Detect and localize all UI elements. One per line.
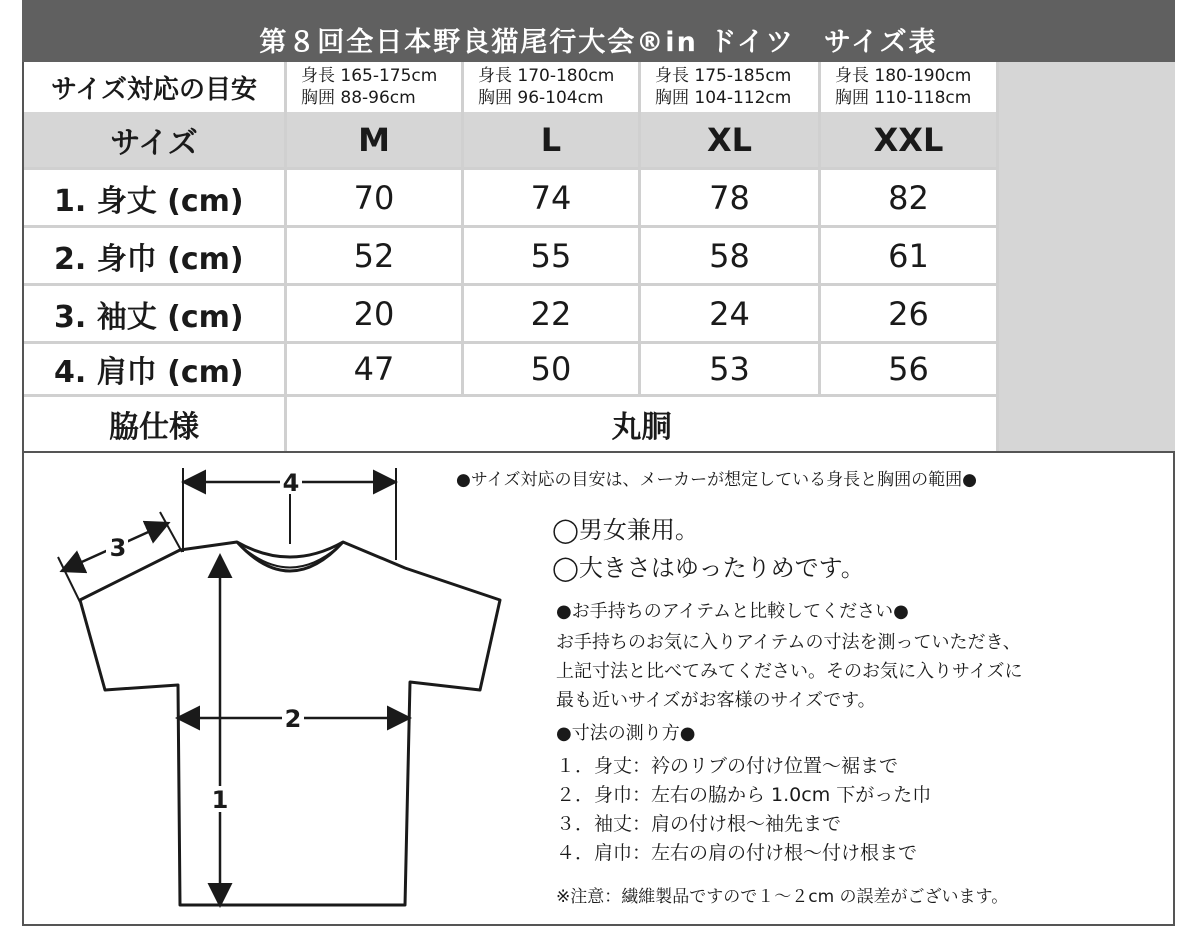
range-height-m: 身長 165-175cm [301, 66, 438, 86]
measure-label-4: 4 [282, 469, 300, 497]
measure-line-text-4: ４．肩巾：左右の肩の付け根〜付け根まで [556, 842, 918, 864]
value-cell: 47 [353, 350, 395, 388]
range-chest-xxl: 胸囲 110-118cm [835, 88, 972, 108]
grid-line [284, 62, 287, 451]
grid-line [24, 394, 999, 397]
measure-label-3: 3 [109, 534, 127, 562]
value-cell: 78 [709, 178, 750, 217]
unisex-note: ◯男女兼用。 [552, 516, 699, 544]
value-cell: 26 [888, 294, 929, 333]
row-label-4: 4. 肩巾 (cm) [54, 355, 244, 390]
row-label-2: 2. 身巾 (cm) [54, 241, 244, 277]
size-l: L [464, 112, 638, 167]
range-chest-xl: 胸囲 104-112cm [655, 88, 792, 108]
value-cell: 82 [888, 178, 929, 217]
range-label: サイズ対応の目安 [51, 74, 257, 105]
size-label: サイズ [24, 112, 284, 167]
range-height-xxl: 身長 180-190cm [835, 66, 972, 86]
value-cell: 24 [709, 294, 750, 333]
side-value: 丸胴 [611, 410, 672, 445]
measure-line-text-2: ２．身巾：左右の脇から 1.0cm 下がった巾 [556, 784, 932, 806]
value-cell: 74 [530, 178, 572, 217]
measure-heading: ●寸法の測り方● [556, 723, 696, 744]
right-gray-panel [999, 62, 1175, 451]
compare-line-1: お手持ちのお気に入りアイテムの寸法を測っていただき、 [556, 632, 1021, 653]
value-cell: 70 [353, 178, 395, 217]
value-cell: 56 [888, 350, 929, 388]
value-cell: 58 [709, 236, 750, 275]
section-divider [24, 451, 1175, 453]
range-cell-m [287, 62, 461, 112]
value-cell: 50 [530, 350, 572, 388]
compare-heading: ●お手持ちのアイテムと比較してください● [556, 601, 909, 622]
grid-line [818, 62, 821, 397]
range-chest-m: 胸囲 88-96cm [301, 88, 416, 108]
compare-line-2: 上記寸法と比べてみてください。そのお気に入りサイズに [556, 661, 1023, 682]
range-height-xl: 身長 175-185cm [655, 66, 792, 86]
value-cell: 22 [530, 294, 572, 333]
caution-note: ※注意：繊維製品ですので１〜２cm の誤差がございます。 [556, 887, 1009, 907]
range-height-l: 身長 170-180cm [478, 66, 615, 86]
grid-line [24, 283, 999, 286]
grid-line [996, 62, 999, 451]
grid-line [638, 62, 641, 397]
side-label: 脇仕様 [109, 410, 199, 445]
value-cell: 52 [353, 236, 395, 275]
grid-line [24, 167, 999, 170]
range-cell-xl [641, 62, 818, 112]
grid-line [24, 109, 999, 112]
measure-line-text-3: ３．袖丈：肩の付け根〜袖先まで [556, 813, 842, 835]
value-cell: 53 [709, 350, 750, 388]
value-cell: 61 [888, 236, 929, 275]
row-label-3: 3. 袖丈 (cm) [54, 299, 244, 335]
value-cell: 55 [530, 236, 572, 275]
loose-fit-note: ◯大きさはゆったりめです。 [552, 554, 865, 582]
grid-line [24, 341, 999, 344]
range-note: ●サイズ対応の目安は、メーカーが想定している身長と胸囲の範囲● [456, 470, 977, 490]
range-cell-xxl [821, 62, 996, 112]
size-m: M [287, 112, 461, 167]
measure-label-1: 1 [211, 786, 229, 814]
range-cell-l [464, 62, 638, 112]
size-xxl: XXL [821, 112, 996, 167]
range-chest-l: 胸囲 96-104cm [478, 88, 604, 108]
page-title: 第８回全日本野良猫尾行大会®in ドイツ サイズ表 [22, 0, 1175, 62]
compare-line-3: 最も近いサイズがお客様のサイズです。 [556, 690, 876, 711]
row-label-1: 1. 身丈 (cm) [54, 183, 244, 219]
grid-line [461, 62, 464, 397]
size-table [24, 62, 999, 451]
measure-label-2: 2 [284, 705, 302, 733]
grid-line [24, 225, 999, 228]
measure-line-text-1: １．身丈：衿のリブの付け位置〜裾まで [556, 755, 899, 777]
tshirt-diagram [40, 460, 520, 920]
value-cell: 20 [353, 294, 395, 333]
size-xl: XL [641, 112, 818, 167]
